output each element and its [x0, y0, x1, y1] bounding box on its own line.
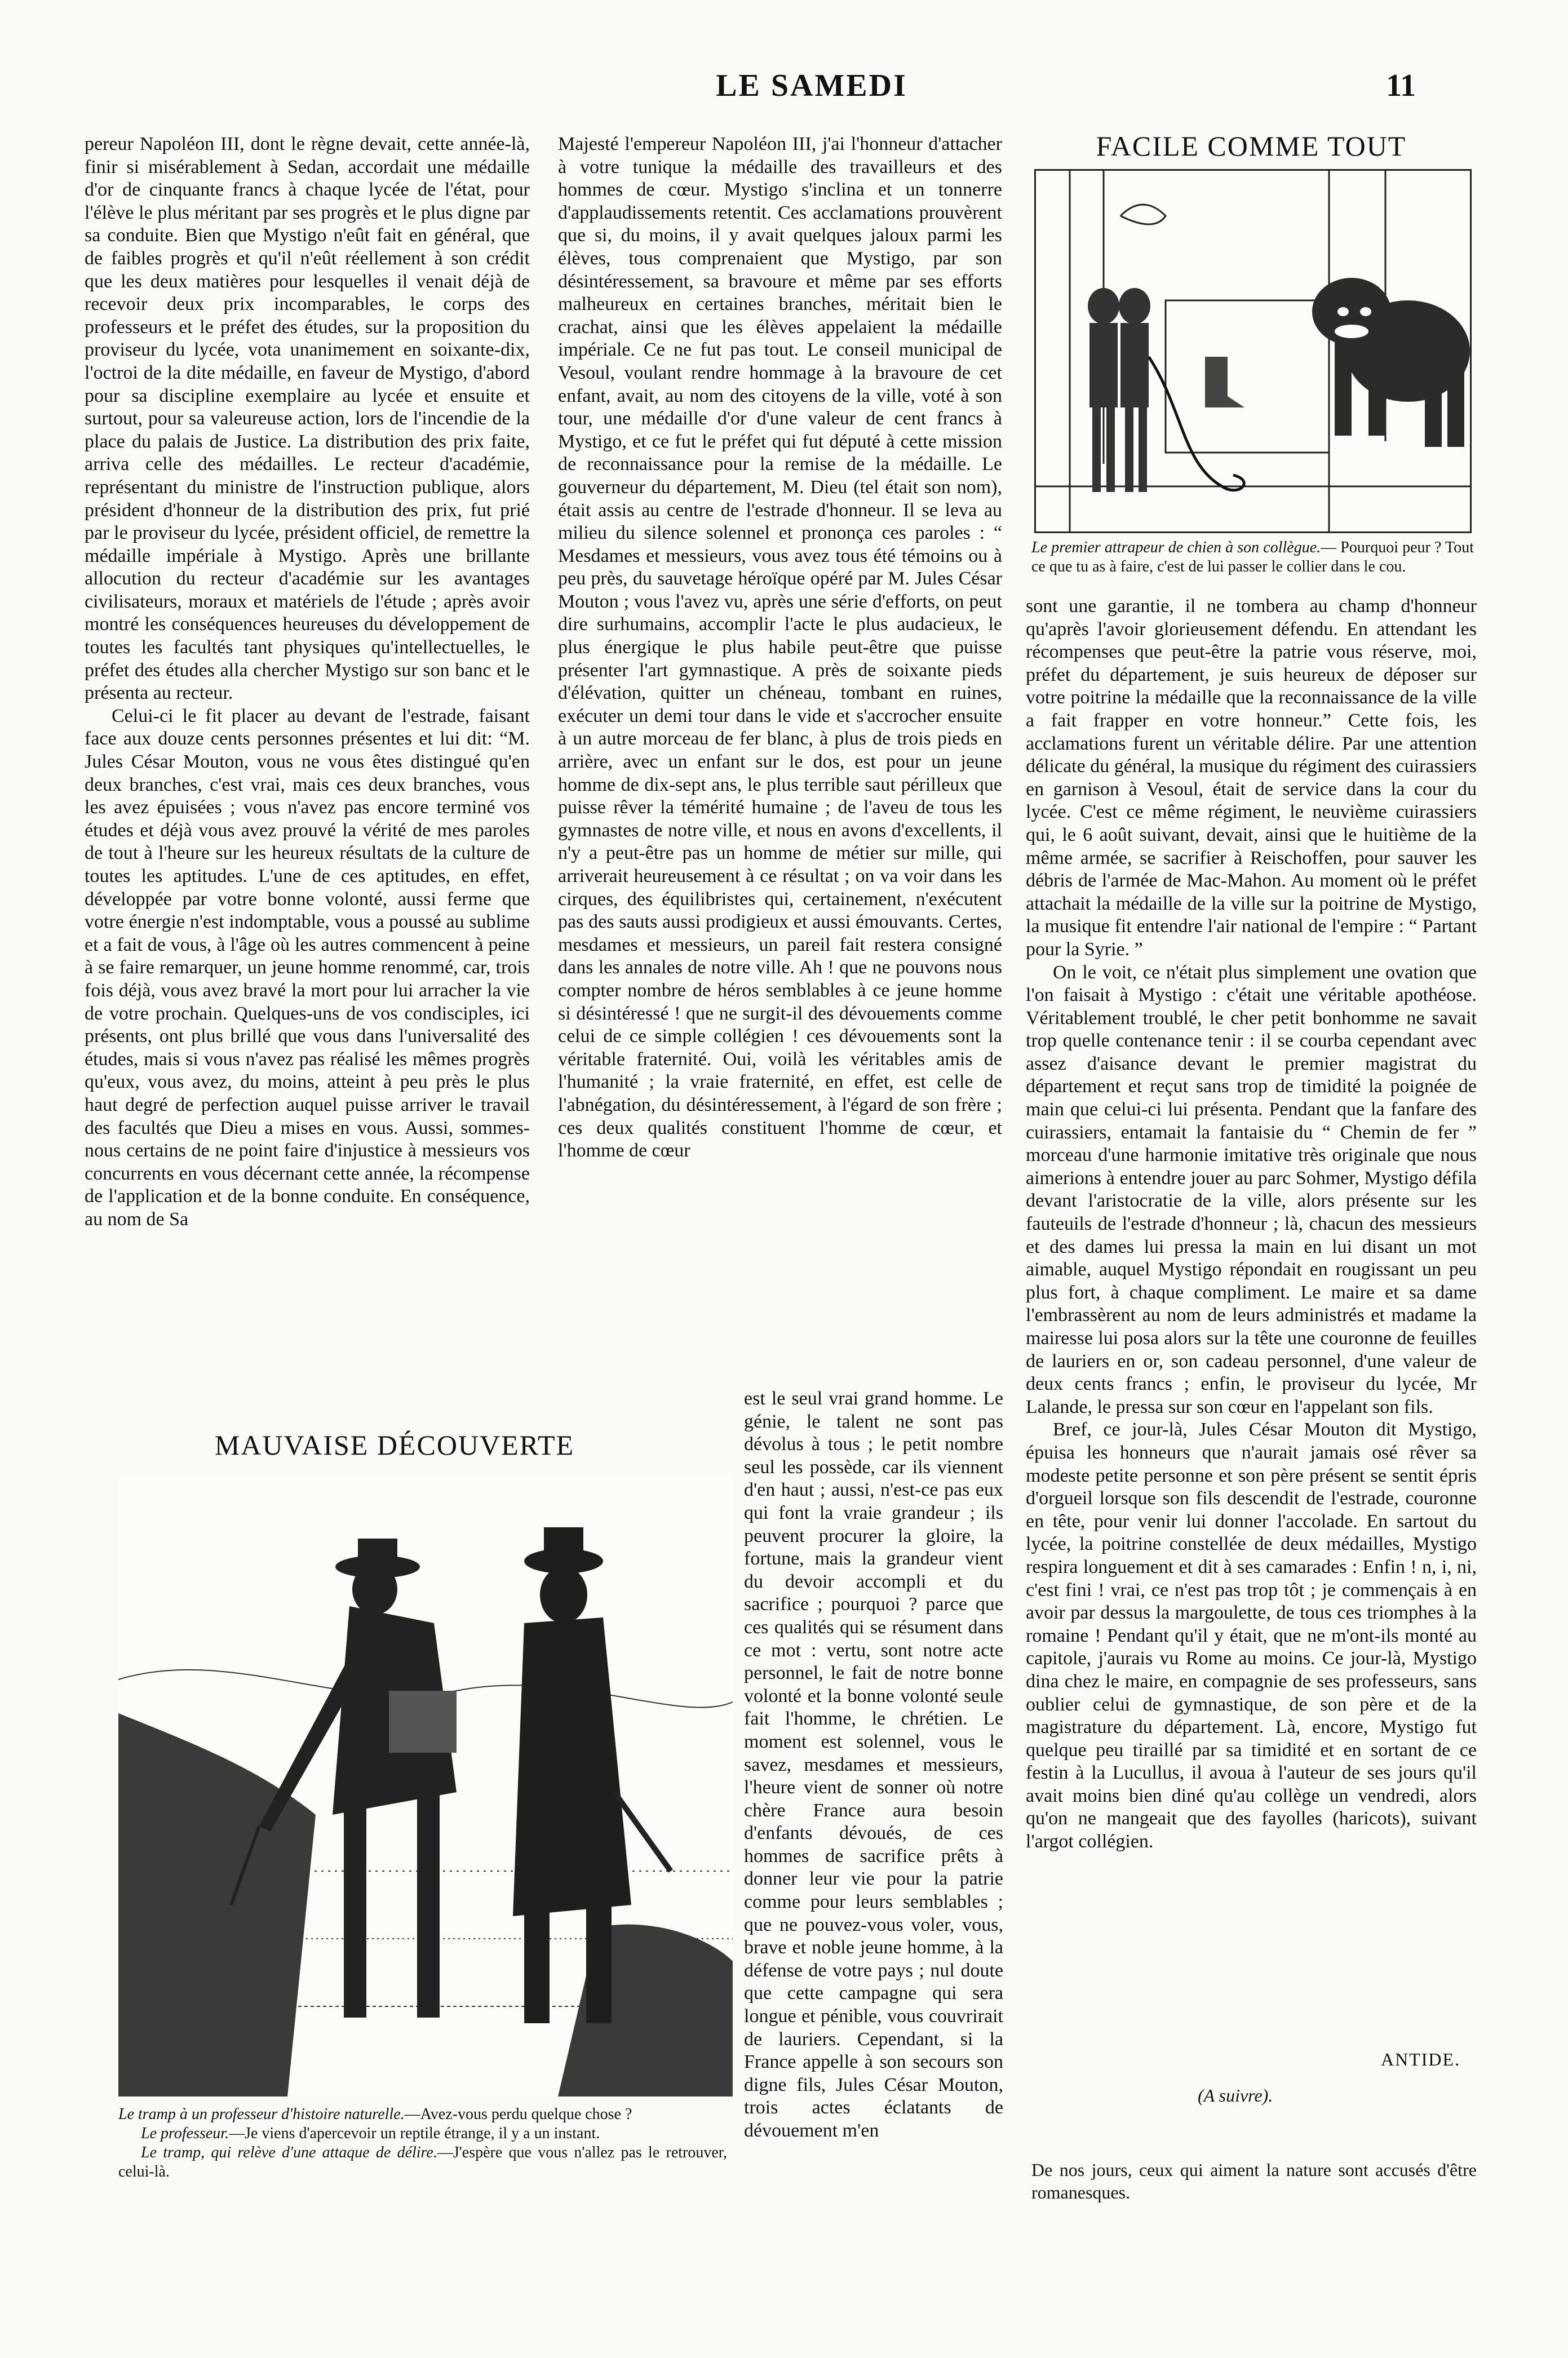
page-number: 11 [1386, 68, 1416, 103]
paragraph: est le seul vrai grand homme. Le génie, le talent ne sont pas dévolus à tous ; le petit nombre seul les possède, car ils viennent d'en haut ; aussi, n'est-ce pas eux qui font la vraie grandeur ; ils peuvent procurer la gloire, la fortune, mais la grandeur vient du devoir accompli et du sacrifice ; pourquoi ? parce que ces qualités qui se résument dans ce mot : vertu, sont notre acte personnel, le fait de notre bonne volonté et la bonne volonté seule fait l'homme, le chrétien. Le moment est solennel, vous le savez, mesdames et messieurs, l'heure vient de sonner où notre chère France aura besoin d'enfants dévoués, de ces hommes de sacrifice prêts à donner leur vie pour la patrie comme pour leurs semblables ; que ne pouvez-vous voler, vous, brave et noble jeune homme, à la défense de votre pays ; nul doute que cette campagne qui sera longue et pénible, vous couvrirait de lauriers. Cependant, si la France appelle à son secours son digne fils, Jules César Mouton, trois actes éclatants de dévouement m'en [744, 1388, 1003, 2141]
caption-line [118, 2105, 727, 2124]
dog-catchers-illustration [1034, 169, 1472, 533]
masthead: LE SAMEDI [716, 68, 907, 103]
article-column-1 [85, 133, 530, 1407]
article-column-2 [558, 133, 1002, 1390]
caption-text: — Pourquoi peur ? Tout ce que tu as à faire, c'est de lui passer le collier dans le cou. [1031, 539, 1474, 575]
caption-text: —Avez-vous perdu quelque chose ? [404, 2106, 632, 2123]
caption-line [118, 2124, 727, 2143]
to-be-continued: (A suivre). [1198, 2085, 1273, 2106]
caption-speaker: Le tramp à un professeur d'histoire naturelle. [118, 2106, 405, 2123]
caption-text: —J'espère que vous n'allez pas le retrouver, celui-là. [118, 2144, 727, 2180]
tramp-professor-drawing [118, 1477, 733, 2097]
illustration-title-bottom: MAUVAISE DÉCOUVERTE [214, 1429, 575, 1461]
tramp-professor-illustration [118, 1477, 733, 2097]
dog-catchers-drawing [1036, 171, 1470, 531]
paragraph: Bref, ce jour-là, Jules César Mouton dit Mystigo, épuisa les honneurs que n'aurait jamais osé rêver sa modeste petite personne et son père présent se sentit épris d'orgueil lorsque son fils descendit de l'estrade, couronne en tête, pour venir lui donner l'accolade. En sartout du lycée, la poitrine constellée de deux médailles, Mystigo respira longuement et dit à ses camarades : Enfin ! n, i, ni, c'est fini ! vrai, ce n'est pas trop tôt ; je commençais à en avoir par dessus la margoulette, de tous ces triomphes à la romaine ! Pendant qu'il y était, que ne m'ont-ils monté au capitole, j'aurais vu Rome au moins. Ce jour-là, Mystigo dina chez le maire, en compagnie de ses professeurs, sans oublier celui de gymnastique, de son père et de la magistrature du département. Là, encore, Mystigo fut quelque peu tiraillé par sa timidité et en sortant de ce festin à la Lucullus, il avoua à l'auteur de ses jours qu'il avait moins bien diné qu'au collège un vendredi, alors qu'on ne mangeait que des fayolles (haricots), suivant l'argot collégien. [1026, 1419, 1477, 1852]
caption-line [118, 2143, 727, 2182]
paragraph: Majesté l'empereur Napoléon III, j'ai l'honneur d'attacher à votre tunique la médaille des travailleurs et des hommes de cœur. Mystigo s'inclina et un tonnerre d'applaudissements retentit. Ces acclamations prouvèrent que si, du moins, il y avait quelques jaloux parmi les élèves, tous comprenaient que Mystigo, par son désintéressement, sa bravoure et même par ses efforts malheureux en certaines branches, méritait bien le crachat, ainsi que les élèves appelaient la médaille impériale. Ce ne fut pas tout. Le conseil municipal de Vesoul, voulant rendre hommage à la bravoure de cet enfant, avait, au nom des citoyens de la ville, voté à son tour, une médaille d'or d'une valeur de cent francs à Mystigo, et ce fut le préfet qui fut député à cette mission de reconnaissance pour la remise de la médaille. Le gouverneur du département, M. Dieu (tel était son nom), était assis au centre de l'estrade d'honneur. Il se leva au milieu du silence solennel et prononça ces paroles : “ Mesdames et messieurs, vous avez tous été témoins ou à peu près, du sauvetage héroïque opéré par M. Jules César Mouton ; vous l'avez vu, après une série d'efforts, on peut dire surhumains, accomplir l'acte le plus audacieux, le plus énergique le plus habile peut-être que puisse présenter l'art gymnastique. A près de soixante pieds d'élévation, quitter un chéneau, tombant en ruines, exécuter un demi tour dans le vide et s'accrocher ensuite à un autre morceau de fer blanc, à plus de trois pieds en arrière, avec un enfant sur le dos, est pour un jeune homme de dix-sept ans, le plus terrible saut périlleux que puisse rêver la témérité humaine ; de l'aveu de tous les gymnastes de notre ville, et nous en avons d'excellents, il n'y a peut-être pas un homme de métier sur mille, qui arriverait heureusement à ce résultat ; on va voir dans les cirques, des équilibristes qui, certainement, n'exécutent pas des sauts aussi prodigieux et aussi émouvants. Certes, mesdames et messieurs, un pareil fait restera consigné dans les annales de notre ville. Ah ! que ne pouvons nous compter nombre de héros semblables à ce jeune homme si désintéressé ! que ne surgit-il des dévouements comme celui de ce simple collégien ! ces dévouements sont la véritable fraternité. Oui, voilà les véritables amis de l'humanité ; la vraie fraternité, en effet, est celle de l'abnégation, du désintéressement, à l'égard de son frère ; ces deux qualités constituent l'homme de cœur, et l'homme de cœur [558, 134, 1002, 1162]
caption-text: —Je viens d'apercevoir un reptile étrange, il y a un instant. [229, 2125, 600, 2142]
article-column-2-continued [744, 1388, 1003, 2244]
paragraph: Celui-ci le fit placer au devant de l'estrade, faisant face aux douze cents personnes présentes et lui dit: “M. Jules César Mouton, vous ne vous êtes distingué qu'en deux branches, c'est vrai, mais ces deux branches, vous les avez épuisées ; vous n'avez pas encore terminé vos études et déjà vous avez prouvé la vérité de mes paroles de tout à l'heure sur les heureux résultats de la culture de toutes les aptitudes. L'une de ces aptitudes, en effet, développée par votre bonne volonté, aussi ferme que votre énergie n'est indomptable, vous a poussé au sublime et a fait de vous, à l'âge où les autres commencent à peine à se faire remarquer, un jeune homme renommé, car, trois fois déjà, vous avez bravé la mort pour lui arracher la vie de votre prochain. Quelques-uns de vos condisciples, ici présents, ont plus brillé que vous dans l'universalité des études, mais si vous n'avez pas réalisé les mêmes progrès qu'eux, vous avez, du moins, atteint à peu près le plus haut degré de perfection auquel puisse arriver le travail des facultés que Dieu a mises en vous. Aussi, sommes-nous certains de ne point faire d'injustice à messieurs vos concurrents en vous décernant cette année, la récompense de l'application et de la bonne conduite. En conséquence, au nom de Sa [85, 705, 530, 1230]
footer-note: De nos jours, ceux qui aiment la nature sont accusés d'être romanesques. [1031, 2160, 1477, 2202]
page-header [0, 68, 1568, 113]
paragraph: pereur Napoléon III, dont le règne devait, cette année-là, finir si misérablement à Sedan, accordait une médaille d'or de cinquante francs à chaque lycée de l'état, pour l'élève le plus méritant par ses progrès et le plus digne par sa conduite. Bien que Mystigo n'eût fait en général, que de faibles progrès et qu'il n'eût réellement à son crédit que les deux matières pour lesquelles il venait déjà de recevoir deux prix incomparables, le corps des professeurs et le préfet des études, sur la proposition du proviseur du lycée, vota unanimement en soixante-dix, l'octroi de la dite médaille, en faveur de Mystigo, d'abord pour sa discipline exemplaire au lycée et ensuite et surtout, pour sa valeureuse action, lors de l'incendie de la place du palais de Justice. La distribution des prix faite, arriva celle des médailles. Le recteur d'académie, représentant du ministre de l'instruction publique, alors président d'honneur de la distribution des prix, fut prié par le proviseur du lycée, président officiel, de remettre la médaille impériale à Mystigo. Après une brillante allocution du recteur d'académie sur les avantages civilisateurs, moraux et matériels de l'étude ; après avoir montré les conséquences heureuses du développement de toutes les facultés tant physiques qu'intellectuelles, le préfet des études alla chercher Mystigo sur son banc et le présenta au recteur. [85, 134, 530, 704]
author-signature: ANTIDE. [1381, 2049, 1461, 2069]
caption-speaker: Le tramp, qui relève d'une attaque de délire. [141, 2144, 437, 2161]
caption-speaker: Le premier attrapeur de chien à son collègue. [1031, 539, 1321, 556]
paragraph: sont une garantie, il ne tombera au champ d'honneur qu'après l'avoir glorieusement défendu. En attendant les récompenses que peut-être la patrie vous réserve, moi, préfet du département, je suis heureux de déposer sur votre poitrine la médaille que la reconnaissance de la ville a fait frapper en votre honneur.” Cette fois, les acclamations furent un véritable délire. Par une attention délicate du général, la musique du régiment des cuirassiers en garnison à Vesoul, était de service dans la cour du lycée. C'est ce même régiment, le neuvième cuirassiers qui, le 6 août suivant, devait, ainsi que le huitième de la même armée, se sacrifier à Reischoffen, pour sauver les débris de l'armée de Mac-Mahon. Au moment où le préfet attachait la médaille de la ville sur la poitrine de Mystigo, la musique fit entendre l'air national de l'empire : “ Partant pour la Syrie. ” [1026, 596, 1477, 960]
illustration-caption-top [1031, 538, 1474, 577]
caption-speaker: Le professeur. [141, 2125, 229, 2142]
article-column-3 [1026, 595, 1477, 2156]
paragraph: On le voit, ce n'était plus simplement une ovation que l'on faisait à Mystigo : c'était une véritable apothéose. Véritablement troublé, le cher petit bonhomme ne savait trop quelle contenance tenir : il se courba cependant avec assez d'aisance devant le premier magistrat du département et reçut sans trop de timidité la poignée de main que celui-ci lui présenta. Pendant que la fanfare des cuirassiers, entamait la fantaisie du “ Chemin de fer ” morceau d'une harmonie imitative très originale que nous aimerions à entendre jouer au parc Sohmer, Mystigo défila devant l'aristocratie de la ville, alors présente sur les fauteuils de l'estrade d'honneur ; là, chacun des messieurs et des dames lui pressa la main en lui disant un mot aimable, auquel Mystigo répondait en rougissant un peu plus fort, à chaque compliment. Le maire et sa dame l'embrassèrent au nom de leurs administrés et madame la mairesse lui posa alors sur la tête une couronne de feuilles de lauriers en or, son cadeau personnel, d'une valeur de deux cents francs ; enfin, le proviseur du lycée, Mr Lalande, le pressa sur son cœur en l'appelant son fils. [1026, 961, 1477, 1417]
illustration-caption-bottom [118, 2105, 727, 2182]
illustration-title-top: FACILE COMME TOUT [1096, 130, 1407, 162]
